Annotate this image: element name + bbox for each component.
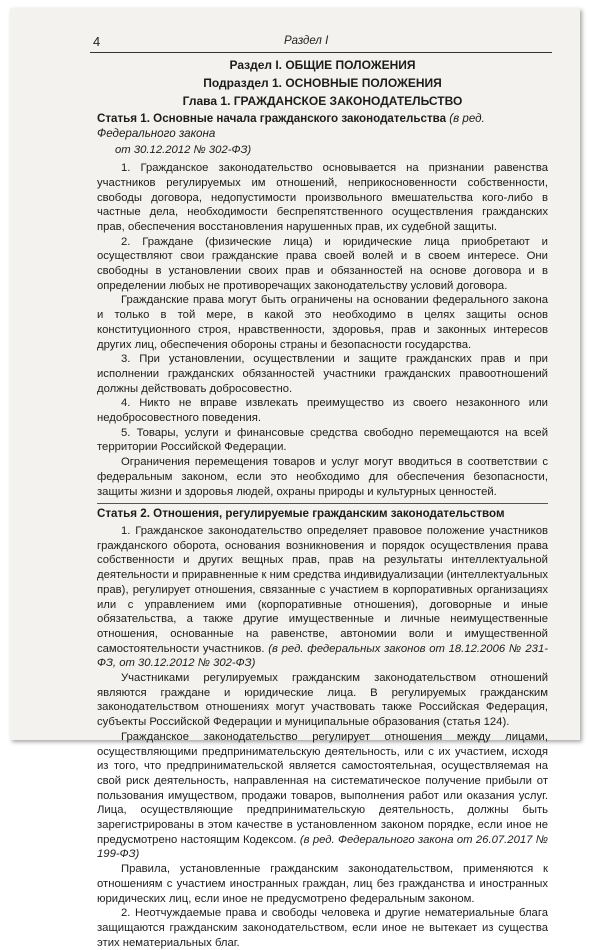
article-1-paragraph: 3. При установлении, осуществлении и защите гражданских прав и при исполнении гражданских обязанностей участники гражданских правоотношений должны действовать добросовестно. [97,353,548,395]
page-number: 4 [93,34,101,49]
article-2-paragraph: 2. Неотчуждаемые права и свободы человека и другие нематериальные блага защищаются гражданским законодательством, если иное не вытекает из существа этих нематериальных благ. [97,907,548,949]
header-rule [90,52,552,53]
article-2-title: Статья 2. Отношения, регулируемые гражданским законодательством [97,507,505,521]
running-section-label: Раздел I [284,35,329,47]
article-2-p1-amendment-note: (в ред. федеральных законов от 18.12.2006 № 231-ФЗ, от 30.12.2012 № 302-ФЗ) [97,642,549,670]
section-heading: Раздел I. ОБЩИЕ ПОЛОЖЕНИЯ [229,58,416,72]
article-1-paragraph: 4. Никто не вправе извлекать преимущество из своего незаконного или недобросовестного поведения. [97,397,548,425]
article-2-paragraph: Правила, установленные гражданским законодательством, применяются к отношениям с участием иностранных граждан, лиц без гражданства и иностранных юридических лиц, если иное не предусмотрено федеральным законом. [97,863,548,905]
article-1-title-text: Статья 1. Основные начала гражданского законодательства [97,112,447,125]
article-1-paragraph: 1. Гражданское законодательство основывается на признании равенства участников регулируемых им отношений, неприкосновенности собственности, свободы договора, недопустимости произвольного вмешательства кого-либо в частные дела, необходимости беспрепятственного осуществления гражданских прав, обеспечения восстановления нарушенных прав, их судебной защиты. [97,162,548,233]
article-2-paragraph [97,524,548,671]
article-1-amendment-note-cont: от 30.12.2012 № 302-ФЗ) [115,144,252,157]
page-body [97,58,548,950]
article-2-p3-text: Гражданское законодательство регулирует отношения между лицами, осуществляющими предпринимательскую деятельность, или с их участием, исходя из того, что предпринимательской является самостоятельная, осуществляемая на свой риск деятельность, направленная на систематическое получение прибыли от пользования имуществом, продажи товаров, выполнения работ или оказания услуг. Лица, осуществляющие предпринимательскую деятельность, должны быть зарегистрированы в этом качестве в установленном законом порядке, если иное не предусмотрено настоящим Кодексом. [97,730,548,846]
book-page [10,8,580,949]
article-1-title [97,112,548,141]
article-2-paragraph: Участниками регулируемых гражданским законодательством отношений являются граждане и юридические лица. В регулируемых гражданским законодательством отношениях могут участвовать также Российская Федерация, субъекты Российской Федерации и муниципальные образования (статья 124). [97,672,548,729]
article-divider [97,503,548,504]
article-1-paragraph: Гражданские права могут быть ограничены на основании федерального закона и только в той мере, в какой это необходимо в целях защиты основ конституционного строя, нравственности, здоровья, прав и законных интересов других лиц, обеспечения обороны страны и безопасности государства. [97,294,548,351]
article-1-amendment-note: (в ред. Федерального закона [97,112,485,140]
article-2-p3-amendment-note: (в ред. Федерального закона от 26.07.2017 № 199-ФЗ) [97,833,549,861]
chapter-heading: Глава 1. ГРАЖДАНСКОЕ ЗАКОНОДАТЕЛЬСТВО [182,94,463,108]
article-1-paragraph: Ограничения перемещения товаров и услуг могут вводиться в соответствии с федеральным законом, если это необходимо для обеспечения безопасности, защиты жизни и здоровья людей, охраны природы и культурных ценностей. [97,456,548,498]
article-2-p1-text: 1. Гражданское законодательство определяет правовое положение участников гражданского оборота, основания возникновения и порядок осуществления права собственности и других вещных прав, прав на результаты интеллектуальной деятельности и приравненные к ним средства индивидуализации (интеллектуальных прав), регулирует отношения, связанные с участием в корпоративных организациях или с управлением ими (корпоративные отношения), договорные и иные обязательства, а также другие имущественные и личные неимущественные отношения, основанные на равенстве, автономии воли и имущественной самостоятельности участников. [97,524,548,655]
article-2-paragraph [97,730,548,862]
article-1-paragraph: 2. Граждане (физические лица) и юридические лица приобретают и осуществляют свои гражданские права своей волей и в своем интересе. Они свободны в установлении своих прав и обязанностей на основе договора и в определении любых не противоречащих законодательству условий договора. [97,235,548,292]
subsection-heading: Подраздел 1. ОСНОВНЫЕ ПОЛОЖЕНИЯ [203,76,442,90]
article-1-paragraph: 5. Товары, услуги и финансовые средства свободно перемещаются на всей территории Российской Федерации. [97,426,548,454]
running-head [10,8,580,48]
